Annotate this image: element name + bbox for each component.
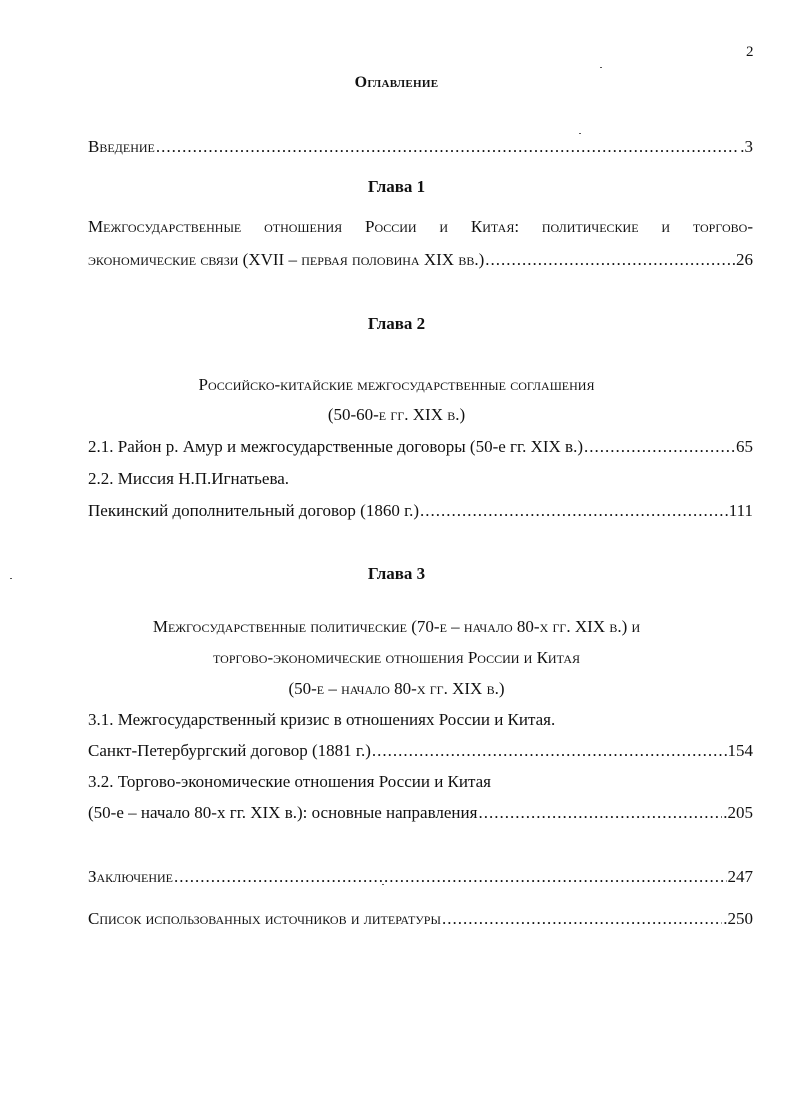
dot-leader xyxy=(372,740,727,762)
toc-entry-page: 111 xyxy=(728,501,753,520)
chapter-2-heading: Глава 2 xyxy=(367,314,426,333)
dot-leader xyxy=(478,802,722,824)
dot-leader xyxy=(442,908,722,930)
scan-speck xyxy=(10,578,12,579)
toc-entry-2-2-line-1: 2.2. Миссия Н.П.Игнатьева. xyxy=(88,469,290,488)
chapter-3-subtitle-3: (50-е – начало 80-х гг. XIX в.) xyxy=(288,679,505,698)
chapter-3-heading: Глава 3 xyxy=(367,564,426,583)
toc-entry-label: Список использованных источников и литературы xyxy=(88,909,441,928)
toc-entry-3-1[interactable] xyxy=(88,740,753,762)
dot-leader xyxy=(174,866,727,888)
toc-entry-page: 65 xyxy=(736,437,753,456)
chapter-2-subtitle-2: (50-60-е гг. XIX в.) xyxy=(327,405,466,424)
toc-title: Оглавление xyxy=(354,74,439,91)
toc-entry-chapter-1[interactable] xyxy=(88,249,753,271)
toc-entry-label: Пекинский дополнительный договор (1860 г.) xyxy=(88,501,420,520)
dot-leader xyxy=(156,136,739,158)
toc-entry-3-2-line-1: 3.2. Торгово-экономические отношения России и Китая xyxy=(88,772,491,791)
dot-leader xyxy=(420,500,728,522)
dot-leader xyxy=(485,249,731,271)
page-number: 2 xyxy=(746,44,754,60)
toc-entry-3-1-line-1: 3.1. Межгосударственный кризис в отношениях России и Китая. xyxy=(88,710,556,729)
chapter-1-title-line-1: Межгосударственные отношения России и Китая: политические и торгово- xyxy=(88,217,753,236)
toc-entry-intro[interactable] xyxy=(88,136,753,158)
toc-entry-label: 2.1. Район р. Амур и межгосударственные договоры (50-е гг. XIX в.) xyxy=(88,437,583,456)
toc-entry-page: 247 xyxy=(727,867,753,886)
toc-entry-page: .250 xyxy=(723,909,753,928)
scan-speck xyxy=(382,884,384,885)
toc-entry-page: 154 xyxy=(727,741,753,760)
toc-entry-label: экономические связи (XVII – первая половина XIX вв.) xyxy=(88,250,485,269)
toc-entry-page: .26 xyxy=(731,250,753,269)
toc-entry-label: (50-е – начало 80-х гг. XIX в.): основные направления xyxy=(88,803,478,822)
toc-entry-label: Санкт-Петербургский договор (1881 г.) xyxy=(88,741,371,760)
chapter-1-heading: Глава 1 xyxy=(367,177,426,196)
chapter-2-subtitle-1: Российско-китайские межгосударственные соглашения xyxy=(198,375,595,394)
chapter-3-subtitle-1: Межгосударственные политические (70-е – начало 80-х гг. XIX в.) и xyxy=(152,617,641,636)
toc-entry-3-2[interactable] xyxy=(88,802,753,824)
scan-speck xyxy=(579,133,581,134)
toc-entry-2-1[interactable] xyxy=(88,436,753,458)
toc-entry-page: .205 xyxy=(723,803,753,822)
dot-leader xyxy=(584,436,735,458)
toc-entry-page: .3 xyxy=(740,137,753,156)
toc-entry-conclusion[interactable] xyxy=(88,866,753,888)
toc-entry-label: Введение xyxy=(88,137,155,156)
toc-entry-2-2[interactable] xyxy=(88,500,753,522)
chapter-3-subtitle-2: торгово-экономические отношения России и Китая xyxy=(212,648,581,667)
scan-speck xyxy=(600,67,602,68)
toc-entry-sources[interactable] xyxy=(88,908,753,930)
toc-entry-label: Заключение xyxy=(88,867,173,886)
